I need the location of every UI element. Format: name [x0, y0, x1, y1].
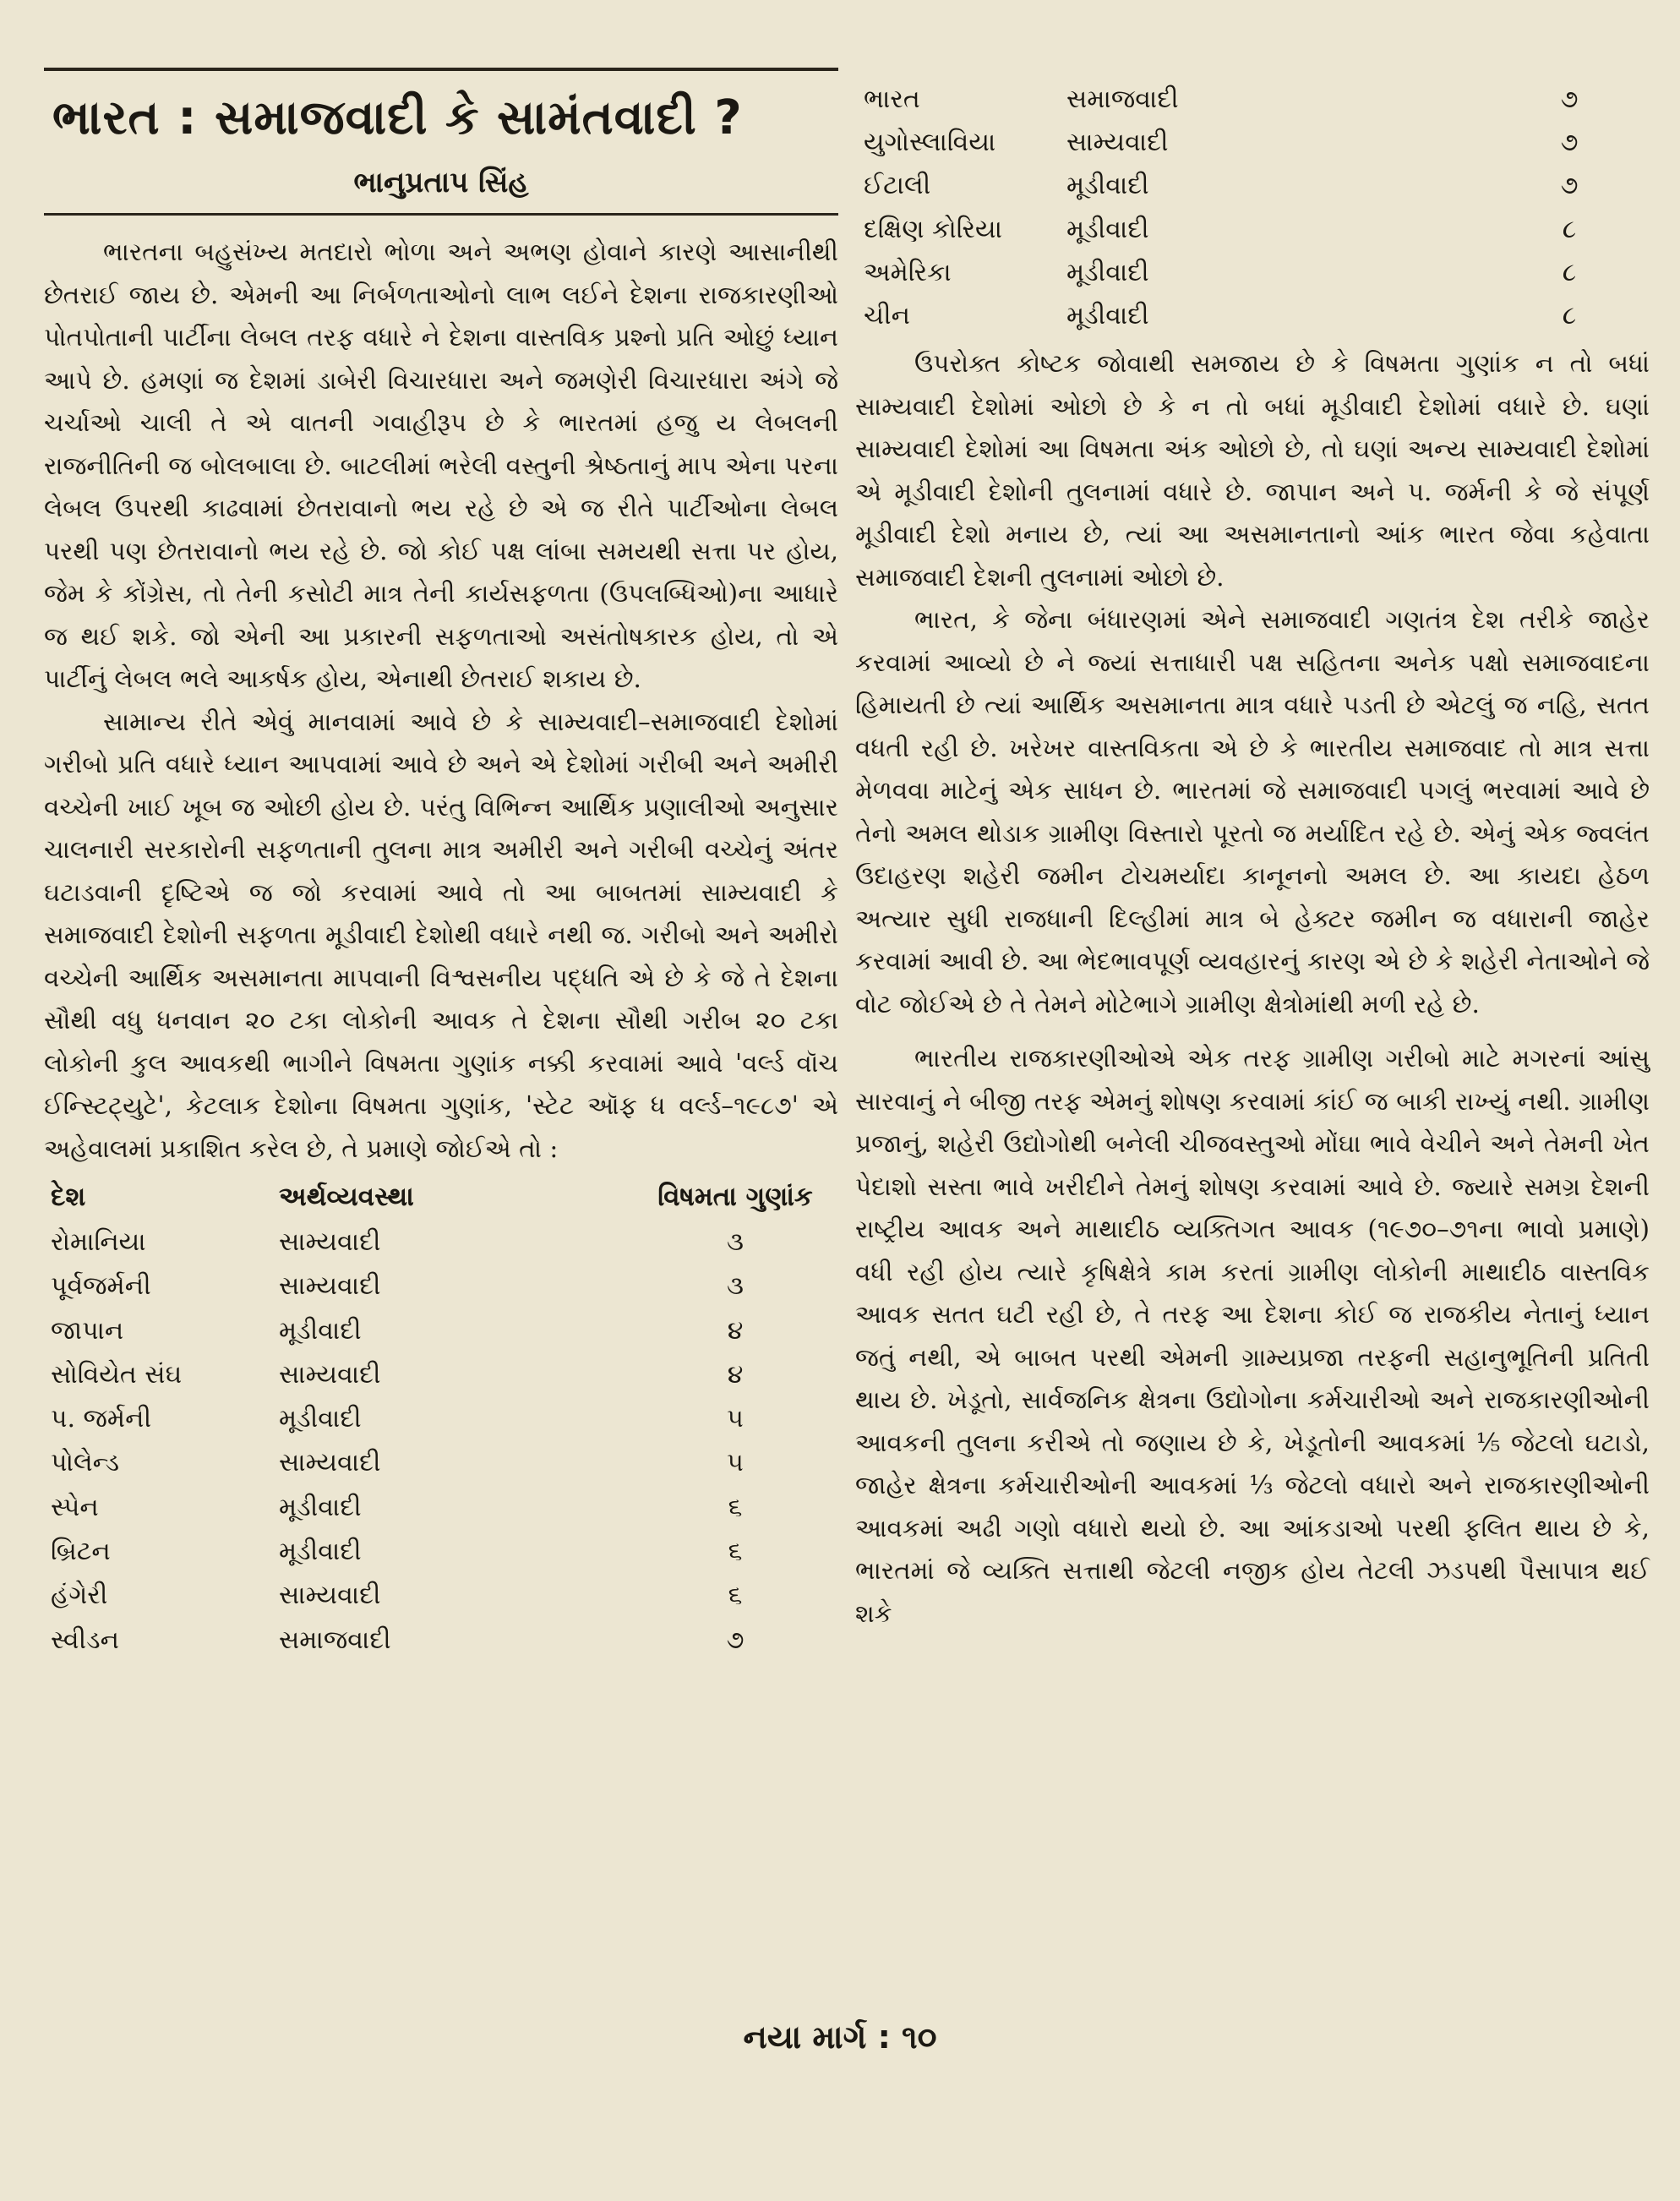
- row-index: ૪: [727, 1359, 744, 1390]
- header-country: દેશ: [51, 1182, 86, 1212]
- row-country: સ્વીડન: [51, 1625, 119, 1655]
- row-country: સ્પેન: [51, 1492, 99, 1522]
- row-index: ૭: [1560, 85, 1579, 114]
- table-header: [44, 1173, 838, 1221]
- article-author: ભાનુપ્રતાપ સિંહ: [353, 166, 529, 199]
- row-economy: મૂડીવાદી: [279, 1315, 362, 1346]
- row-economy: સમાજવાદી: [279, 1625, 391, 1655]
- header-economy: અર્થવ્યવસ્થા: [279, 1182, 414, 1212]
- table-row: [855, 121, 1650, 164]
- row-index: ૬: [728, 1537, 743, 1567]
- row-economy: મૂડીવાદી: [1066, 214, 1149, 244]
- table-row: [44, 1530, 838, 1574]
- table-row: [855, 78, 1650, 121]
- row-economy: સામ્યવાદી: [279, 1359, 381, 1390]
- paragraph-right-3: ભારતીય રાજકારણીઓએ એક તરફ ગ્રામીણ ગરીબો માટે મગરનાં આંસુ સારવાનું ને બીજી તરફ એમનું શોષણ કરવામાં કાંઈ જ બાકી રાખ્યું નથી. ગ્રામીણ પ્રજાનું, શહેરી ઉદ્યોગોથી બનેલી ચીજવસ્તુઓ મોંઘા ભાવે વેચીને અને તેમની ખેત પેદાશો સસ્તા ભાવે ખરીદીને તેમનું શોષણ કરવામાં આવે છે. જ્યારે સમગ્ર દેશની રાષ્ટ્રીય આવક અને માથાદીઠ વ્યક્તિગત આવક (૧૯૭૦–૭૧ના ભાવો પ્રમાણે) વધી રહી હોય ત્યારે કૃષિક્ષેત્રે કામ કરતાં ગ્રામીણ લોકોની માથાદીઠ વાસ્તવિક આવક સતત ઘટી રહી છે, તે તરફ આ દેશના કોઈ જ રાજકીય નેતાનું ધ્યાન જતું નથી, એ બાબત પરથી એમની ગ્રામ્યપ્રજા તરફની સહાનુભૂતિની પ્રતિતી થાય છે. ખેડૂતો, સાર્વજનિક ક્ષેત્રના ઉદ્યોગોના કર્મચારીઓ અને રાજકારણીઓની આવકની તુલના કરીએ તો જણાય છે કે, ખેડૂતોની આવકમાં ⅕ જેટલો ઘટાડો, જાહેર ક્ષેત્રના કર્મચારીઓની આવકમાં ⅓ જેટલો વધારો અને રાજકારણીઓની આવકમાં અઢી ગણો વધારો થયો છે. આ આંકડાઓ પરથી ફલિત થાય છે કે, ભારતમાં જે વ્યક્તિ સત્તાથી જેટલી નજીક હોય તેટલી ઝડપથી પૈસાપાત્ર થઈ શકે: [855, 1044, 1650, 1628]
- table-row: [44, 1264, 838, 1308]
- row-economy: મૂડીવાદી: [1066, 257, 1149, 287]
- row-country: રોમાનિયા: [51, 1227, 146, 1257]
- row-index: ૭: [726, 1625, 745, 1655]
- row-index: ૬: [728, 1492, 743, 1522]
- table-row: [855, 164, 1650, 207]
- row-country: અમેરિકા: [864, 257, 952, 287]
- table-row: [855, 294, 1650, 337]
- paragraph-right-1: ઉપરોક્ત કોષ્ટક જોવાથી સમજાય છે કે વિષમતા ગુણાંક ન તો બધાં સામ્યવાદી દેશોમાં ઓછો છે કે ન તો બધાં મૂડીવાદી દેશોમાં વધારે છે. ઘણાં સામ્યવાદી દેશોમાં આ વિષમતા અંક ઓછો છે, તો ઘણાં અન્ય સામ્યવાદી દેશોમાં એ મૂડીવાદી દેશોની તુલનામાં વધારે છે. જાપાન અને પ. જર્મની કે જે સંપૂર્ણ મૂડીવાદી દેશો મનાય છે, ત્યાં આ અસમાનતાનો આંક ભારત જેવા કહેવાતા સમાજવાદી દેશની તુલનામાં ઓછો છે.: [855, 349, 1650, 592]
- row-index: ૪: [727, 1315, 744, 1346]
- row-index: ૭: [1560, 171, 1579, 201]
- row-economy: સામ્યવાદી: [279, 1581, 381, 1611]
- table-row: [855, 208, 1650, 251]
- paragraph-right-2: ભારત, કે જેના બંધારણમાં એને સમાજવાદી ગણતંત્ર દેશ તરીકે જાહેર કરવામાં આવ્યો છે ને જ્યાં સત્તાધારી પક્ષ સહિતના અનેક પક્ષો સમાજવાદના હિમાયતી છે ત્યાં આર્થિક અસમાનતા માત્ર વધારે પડતી છે એટલું જ નહિ, સતત વધતી રહી છે. ખરેખર વાસ્તવિકતા એ છે કે ભારતીય સમાજવાદ તો માત્ર સત્તા મેળવવા માટેનું એક સાધન છે. ભારતમાં જે સમાજવાદી પગલું ભરવામાં આવે છે તેનો અમલ થોડાક ગ્રામીણ વિસ્તારો પૂરતો જ મર્યાદિત રહે છે. એનું એક જ્વલંત ઉદાહરણ શહેરી જમીન ટોચમર્યાદા કાનૂનનો અમલ છે. આ કાયદા હેઠળ અત્યાર સુધી રાજધાની દિલ્હીમાં માત્ર બે હેક્ટર જમીન જ વધારાની જાહેર કરવામાં આવી છે. આ ભેદભાવપૂર્ણ વ્યવહારનું કારણ એ છે કે શહેરી નેતાઓને જે વોટ જોઈએ છે તે તેમને મોટેભાગે ગ્રામીણ ક્ષેત્રોમાંથી મળી રહે છે.: [855, 605, 1650, 1019]
- row-economy: મૂડીવાદી: [279, 1404, 362, 1434]
- row-economy: સામ્યવાદી: [279, 1448, 381, 1478]
- left-column: [44, 68, 838, 1663]
- row-economy: મૂડીવાદી: [1066, 171, 1149, 201]
- right-column: [855, 78, 1650, 1635]
- inequality-table-left: [44, 1221, 838, 1663]
- top-rule: [44, 68, 838, 71]
- row-index: ૫: [727, 1404, 744, 1434]
- table-row: [44, 1397, 838, 1441]
- table-row: [44, 1486, 838, 1530]
- row-economy: મૂડીવાદી: [1066, 301, 1149, 331]
- paragraph-left-1: ભારતના બહુસંખ્ય મતદારો ભોળા અને અભણ હોવાને કારણે આસાનીથી છેતરાઈ જાય છે. એમની આ નિર્બળતાઓનો લાભ લઈને દેશના રાજકારણીઓ પોતપોતાની પાર્ટીના લેબલ તરફ વધારે ને દેશના વાસ્તવિક પ્રશ્નો પ્રતિ ઓછું ધ્યાન આપે છે. હમણાં જ દેશમાં ડાબેરી વિચારધારા અને જમણેરી વિચારધારા અંગે જે ચર્ચાઓ ચાલી તે એ વાતની ગવાહીરૂપ છે કે ભારતમાં હજુ ય લેબલની રાજનીતિની જ બોલબાલા છે. બાટલીમાં ભરેલી વસ્તુની શ્રેષ્ઠતાનું માપ એના પરના લેબલ ઉપરથી કાઢવામાં છેતરાવાનો ભય રહે છે એ જ રીતે પાર્ટીઓના લેબલ પરથી પણ છેતરાવાનો ભય રહે છે. જો કોઈ પક્ષ લાંબા સમયથી સત્તા પર હોય, જેમ કે કોંગ્રેસ, તો તેની કસોટી માત્ર તેની કાર્યસફળતા (ઉપલબ્ધિઓ)ના આધારે જ થઈ શકે. જો એની આ પ્રકારની સફળતાઓ અસંતોષકારક હોય, તો એ પાર્ટીનું લેબલ ભલે આકર્ષક હોય, એનાથી છેતરાઈ શકાય છે.: [44, 238, 838, 693]
- article-title: ભારત : સમાજવાદી કે સામંતવાદી ?: [52, 90, 743, 145]
- row-country: બ્રિટન: [51, 1537, 111, 1567]
- row-country: યુગોસ્લાવિયા: [864, 128, 996, 158]
- row-index: ૩: [727, 1271, 744, 1302]
- table-row: [44, 1574, 838, 1618]
- row-country: જાપાન: [51, 1315, 124, 1346]
- inequality-table-right: [855, 78, 1650, 337]
- row-index: ૬: [728, 1581, 743, 1611]
- table-row: [855, 251, 1650, 294]
- row-economy: સામ્યવાદી: [279, 1271, 381, 1302]
- table-row: [44, 1441, 838, 1485]
- row-index: ૩: [727, 1227, 744, 1257]
- page-footer: નયા માર્ગ : ૧૦: [743, 2018, 937, 2056]
- row-economy: સમાજવાદી: [1066, 85, 1179, 114]
- row-country: દક્ષિણ કોરિયા: [864, 214, 1002, 244]
- row-country: ચીન: [864, 301, 910, 331]
- row-index: ૮: [1562, 257, 1577, 287]
- table-row: [44, 1353, 838, 1397]
- row-economy: મૂડીવાદી: [279, 1492, 362, 1522]
- paragraph-left-2: સામાન્ય રીતે એવું માનવામાં આવે છે કે સામ્યવાદી–સમાજવાદી દેશોમાં ગરીબો પ્રતિ વધારે ધ્યાન આપવામાં આવે છે અને એ દેશોમાં ગરીબી અને અમીરી વચ્ચેની ખાઈ ખૂબ જ ઓછી હોય છે. પરંતુ વિભિન્ન આર્થિક પ્રણાલીઓ અનુસાર ચાલનારી સરકારોની સફળતાની તુલના માત્ર અમીરી અને ગરીબી વચ્ચેનું અંતર ઘટાડવાની દૃષ્ટિએ જ જો કરવામાં આવે તો આ બાબતમાં સામ્યવાદી કે સમાજવાદી દેશોની સફળતા મૂડીવાદી દેશોથી વધારે નથી જ. ગરીબો અને અમીરો વચ્ચેની આર્થિક અસમાનતા માપવાની વિશ્વસનીય પદ્ધતિ એ છે કે જે તે દેશના સૌથી વધુ ધનવાન ૨૦ ટકા લોકોની આવક તે દેશના સૌથી ગરીબ ૨૦ ટકા લોકોની કુલ આવકથી ભાગીને વિષમતા ગુણાંક નક્કી કરવામાં આવે 'વર્લ્ડ વૉચ ઈન્સ્ટિટ્યુટે', કેટલાક દેશોના વિષમતા ગુણાંક, 'સ્ટેટ ઑફ ધ વર્લ્ડ–૧૯૮૭' એ અહેવાલમાં પ્રકાશિત કરેલ છે, તે પ્રમાણે જોઈએ તો :: [44, 707, 838, 1163]
- row-country: પોલેન્ડ: [51, 1448, 120, 1478]
- row-country: હંગેરી: [51, 1581, 108, 1611]
- row-index: ૫: [727, 1448, 744, 1478]
- row-index: ૮: [1562, 301, 1577, 331]
- table-row: [44, 1309, 838, 1353]
- header-index: વિષમતા ગુણાંક: [657, 1182, 813, 1212]
- row-economy: સામ્યવાદી: [1066, 128, 1169, 158]
- row-country: પૂર્વજર્મની: [51, 1271, 151, 1302]
- table-row: [44, 1221, 838, 1264]
- row-country: ભારત: [864, 85, 920, 114]
- row-economy: સામ્યવાદી: [279, 1227, 381, 1257]
- row-economy: મૂડીવાદી: [279, 1537, 362, 1567]
- row-country: ઈટાલી: [864, 171, 931, 201]
- row-country: પ. જર્મની: [51, 1404, 152, 1434]
- row-index: ૮: [1562, 214, 1577, 244]
- row-index: ૭: [1560, 128, 1579, 158]
- row-country: સોવિયેત સંઘ: [51, 1359, 183, 1390]
- table-row: [44, 1619, 838, 1663]
